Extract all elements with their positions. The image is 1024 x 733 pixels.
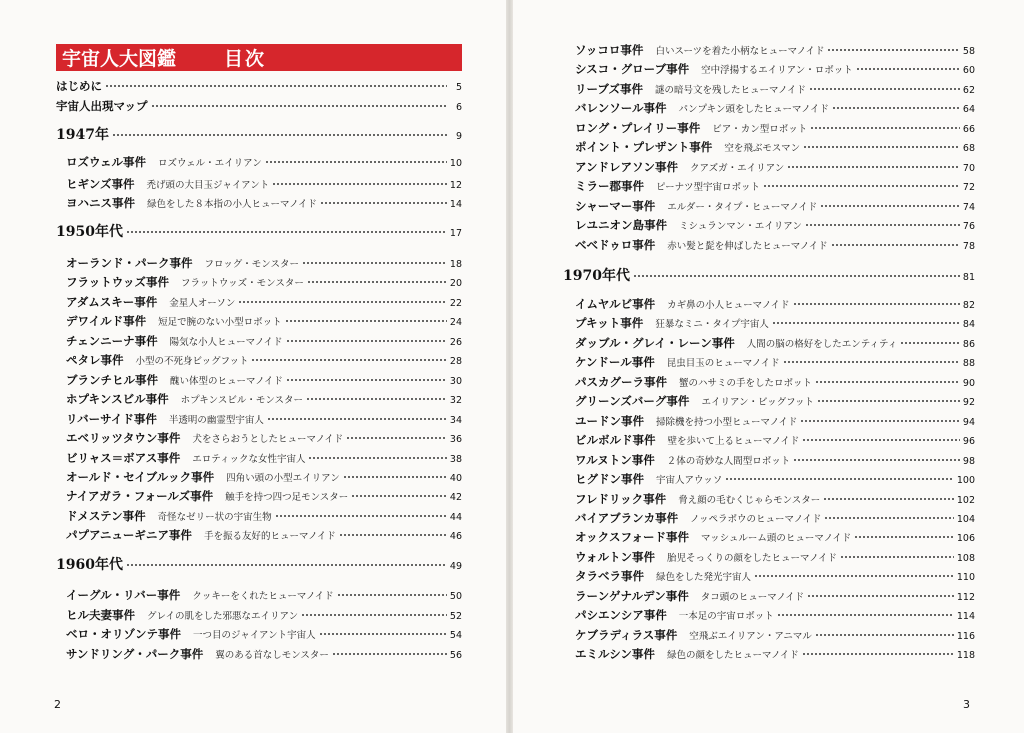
dot-leader xyxy=(763,184,960,189)
case-name: ユードン事件 xyxy=(575,413,644,428)
toc-entry xyxy=(575,528,975,546)
page-ref: 84 xyxy=(962,319,975,331)
dot-leader xyxy=(286,377,447,382)
toc-entry xyxy=(575,548,975,566)
dot-leader xyxy=(725,477,954,482)
page-ref: 5 xyxy=(455,82,462,93)
page-ref: 36 xyxy=(449,434,462,446)
dot-leader xyxy=(840,554,954,559)
toc-entry xyxy=(575,392,975,410)
case-description: ロズウェル・エイリアン xyxy=(158,158,262,169)
case-description: フロッグ・モンスター xyxy=(204,259,300,270)
case-description: 空中浮揚するエイリアン・ロボット xyxy=(701,65,853,77)
toc-entry xyxy=(66,410,462,428)
page-ref: 34 xyxy=(449,414,462,426)
page-ref: 98 xyxy=(962,455,975,467)
dot-leader xyxy=(238,299,447,304)
book-title: 宇宙人大図鑑 xyxy=(62,48,177,70)
page-ref: 20 xyxy=(449,278,462,290)
dot-leader xyxy=(320,201,447,206)
toc-entry xyxy=(575,626,975,644)
page-ref: 26 xyxy=(449,336,462,348)
toc-section-heading xyxy=(563,265,975,287)
page-ref: 56 xyxy=(449,649,462,661)
dot-leader xyxy=(793,457,960,462)
page-ref: 118 xyxy=(956,650,975,662)
case-description: 人間の脳の格好をしたエンティティ xyxy=(746,338,898,350)
case-description: 陽気な小人ヒューマノイド xyxy=(169,336,283,348)
toc-entry xyxy=(66,606,462,624)
page-ref: 74 xyxy=(962,201,975,213)
dot-leader xyxy=(827,48,959,53)
case-description: 昆虫目玉のヒューマノイド xyxy=(666,358,780,370)
dot-leader xyxy=(900,340,960,345)
case-description: 空を飛ぶモスマン xyxy=(724,143,801,155)
case-description: 犬をさらおうとしたヒューマノイド xyxy=(192,434,344,446)
case-description: エロティックな女性宇宙人 xyxy=(192,453,306,465)
toc-entry xyxy=(575,567,975,585)
toc-entry xyxy=(575,431,975,449)
case-name: オックスフォード事件 xyxy=(575,530,689,545)
case-description: ホプキンスビル・モンスター xyxy=(180,395,304,407)
dot-leader xyxy=(810,125,960,130)
case-name: ソッコロ事件 xyxy=(575,43,644,57)
case-name: ケンドール事件 xyxy=(575,355,655,370)
dot-leader xyxy=(856,67,960,72)
case-name: ワルヌトン事件 xyxy=(575,452,655,467)
case-description: 一本足の宇宙ロボット xyxy=(678,611,774,623)
dot-leader xyxy=(105,84,447,89)
dot-leader xyxy=(306,397,447,402)
page-ref: 78 xyxy=(962,240,975,252)
toc-entry xyxy=(575,353,975,371)
page-ref: 62 xyxy=(962,84,975,96)
case-name: ナイアガラ・フォールズ事件 xyxy=(66,489,214,504)
case-name: ベロ・オリゾンテ事件 xyxy=(66,627,181,641)
page-ref: 96 xyxy=(962,436,975,448)
case-name: オールド・セイブルック事件 xyxy=(66,469,215,484)
page-ref: 66 xyxy=(962,123,975,135)
dot-leader xyxy=(251,358,446,363)
dot-leader xyxy=(777,613,954,618)
page-ref: 40 xyxy=(449,472,462,484)
toc-entry xyxy=(66,586,462,604)
page-ref: 112 xyxy=(956,591,975,603)
case-name: ベベドゥロ事件 xyxy=(575,237,656,252)
case-name: リバーサイド事件 xyxy=(66,411,157,426)
dot-leader xyxy=(308,455,446,460)
toc-section-heading xyxy=(56,221,462,243)
case-name: エベリッツタウン事件 xyxy=(66,431,181,446)
toc-entry xyxy=(66,293,462,311)
left-page xyxy=(0,0,506,733)
toc-entry xyxy=(66,332,462,350)
case-description: 奇怪なゼリー状の宇宙生物 xyxy=(157,511,272,523)
case-name: ヒギンズ事件 xyxy=(66,177,135,191)
page-ref: 88 xyxy=(962,358,975,370)
toc-entry xyxy=(575,606,975,624)
page-ref: 68 xyxy=(962,143,975,155)
toc-entry xyxy=(575,177,975,195)
case-description: フラットウッズ・モンスター xyxy=(181,278,304,290)
page-ref: 38 xyxy=(449,453,462,465)
case-name: パシエンシア事件 xyxy=(575,608,667,623)
case-description: 小型の不死身ビッグフット xyxy=(135,356,249,368)
toc-entry xyxy=(56,97,462,115)
dot-leader xyxy=(265,160,447,165)
case-name: ヒグドン事件 xyxy=(575,472,644,487)
toc-entry xyxy=(575,587,975,605)
toc-entry xyxy=(66,312,462,330)
page-ref: 70 xyxy=(962,162,975,174)
toc-entry xyxy=(575,470,975,488)
toc-section-heading xyxy=(56,124,462,146)
page-ref: 60 xyxy=(962,65,975,77)
section-title: 1970年代 xyxy=(563,268,630,284)
page-ref: 100 xyxy=(956,475,975,487)
case-name: パプアニューギニア事件 xyxy=(66,528,192,543)
dot-leader xyxy=(809,86,960,91)
case-description: 緑色をした発光宇宙人 xyxy=(656,572,752,584)
dot-leader xyxy=(817,399,960,404)
dot-leader xyxy=(346,436,447,441)
toc-entry xyxy=(66,175,462,193)
dot-leader xyxy=(803,145,960,150)
dot-leader xyxy=(854,535,954,540)
case-description: 半透明の幽霊型宇宙人 xyxy=(168,414,264,426)
case-description: マッシュルーム頭のヒューマノイド xyxy=(700,533,852,545)
toc-entry xyxy=(66,153,462,171)
toc-entry xyxy=(575,80,975,98)
case-description: 醜い体型のヒューマノイド xyxy=(170,375,283,387)
page-ref: 18 xyxy=(449,259,462,270)
case-description: 翼のある首なしモンスター xyxy=(215,649,329,661)
page-ref: 6 xyxy=(455,102,462,113)
toc-entry xyxy=(66,625,462,643)
case-name: ラーンゲナルデン事件 xyxy=(575,588,689,603)
case-name: ロング・プレイリー事件 xyxy=(575,120,701,135)
case-name: エミルシン事件 xyxy=(575,647,655,662)
case-description: クッキーをくれたヒューマノイド xyxy=(192,591,334,602)
page-ref: 50 xyxy=(449,591,462,602)
page-ref: 94 xyxy=(962,416,975,428)
case-description: 手を振る友好的ヒューマノイド xyxy=(203,531,336,543)
case-description: ノッペラボウのヒューマノイド xyxy=(690,513,822,525)
case-description: 四角い頭の小型エイリアン xyxy=(226,472,340,484)
page-ref: 17 xyxy=(449,228,462,239)
case-description: ピーナツ型宇宙ロボット xyxy=(656,182,761,194)
toc-entry xyxy=(66,507,462,525)
dot-leader xyxy=(112,133,447,138)
case-description: エルダー・タイプ・ヒューマノイド xyxy=(667,201,818,213)
toc-entry xyxy=(575,197,975,215)
book-gutter xyxy=(506,0,513,733)
toc-entry xyxy=(575,314,975,332)
case-name: レユニオン島事件 xyxy=(575,218,667,233)
dot-leader xyxy=(805,223,960,228)
toc-entry xyxy=(575,158,975,176)
case-description: 宇宙人アウッソ xyxy=(656,475,723,487)
dot-leader xyxy=(820,203,960,208)
dot-leader xyxy=(815,632,954,637)
dot-leader xyxy=(307,280,447,285)
page-ref: 110 xyxy=(956,572,975,584)
case-name: デワイルド事件 xyxy=(66,314,147,329)
toc-entry xyxy=(66,449,462,467)
toc-entry xyxy=(66,371,462,389)
case-name: ヒル夫妻事件 xyxy=(66,607,135,622)
toc-entry xyxy=(66,273,462,291)
toc-entry xyxy=(575,412,975,430)
page-ref: 58 xyxy=(962,46,975,57)
dot-leader xyxy=(633,274,960,279)
case-name: イーグル・リバー事件 xyxy=(66,588,181,602)
page-ref: 92 xyxy=(962,397,975,409)
page-ref: 10 xyxy=(449,158,462,169)
case-description: ２体の奇妙な人間型ロボット xyxy=(666,455,791,467)
dot-leader xyxy=(793,302,960,307)
toc-entry xyxy=(66,194,462,212)
case-description: タコ頭のヒューマノイド xyxy=(700,591,805,603)
case-name: ウォルトン事件 xyxy=(575,549,656,564)
toc-entry xyxy=(66,645,462,663)
page-ref: 42 xyxy=(449,492,462,504)
dot-leader xyxy=(800,418,960,423)
page-ref: 52 xyxy=(449,610,462,622)
page-ref: 81 xyxy=(962,272,975,283)
page-number-left: 2 xyxy=(54,698,61,711)
page-ref: 114 xyxy=(956,611,975,623)
case-name: 宇宙人出現マップ xyxy=(56,99,148,113)
toc-entry xyxy=(575,60,975,78)
toc-section-heading xyxy=(56,554,462,576)
toc-title-bar xyxy=(56,44,462,71)
toc-entry xyxy=(575,509,975,527)
case-name: シャーマー事件 xyxy=(575,198,656,213)
page-ref: 54 xyxy=(449,630,462,641)
dot-leader xyxy=(126,230,447,235)
page-ref: 116 xyxy=(956,630,975,642)
dot-leader xyxy=(272,182,447,187)
case-name: ホプキンスビル事件 xyxy=(66,392,169,407)
toc-entry xyxy=(56,77,462,95)
case-name: ダッブル・グレイ・レーン事件 xyxy=(575,335,735,350)
case-name: リーブズ事件 xyxy=(575,81,643,96)
section-title: 1950年代 xyxy=(56,224,123,240)
page-ref: 49 xyxy=(449,561,462,572)
case-description: ビア・カン型ロボット xyxy=(712,123,808,135)
toc-entry xyxy=(575,451,975,469)
case-description: 掃除機を持つ小型ヒューマノイド xyxy=(656,416,798,428)
case-name: ミラー郡事件 xyxy=(575,179,644,194)
case-description: 狂暴なミニ・タイプ宇宙人 xyxy=(655,319,769,331)
page-ref: 90 xyxy=(962,377,975,389)
dot-leader xyxy=(772,321,960,326)
case-description: 白いスーツを着た小柄なヒューマノイド xyxy=(655,46,825,57)
page-ref: 12 xyxy=(449,180,462,191)
case-description: 緑色をした８本指の小人ヒューマノイド xyxy=(147,199,317,210)
dot-leader xyxy=(832,106,960,111)
toc-entry xyxy=(575,99,975,117)
page-ref: 30 xyxy=(449,375,462,387)
case-name: アンドレアソン事件 xyxy=(575,159,679,174)
case-description: 一つ目のジャイアント宇宙人 xyxy=(193,630,316,641)
case-name: ケブラディラス事件 xyxy=(575,627,678,642)
page-ref: 22 xyxy=(449,297,462,309)
dot-leader xyxy=(286,338,447,343)
dot-leader xyxy=(807,593,954,598)
dot-leader xyxy=(815,379,960,384)
page-ref: 14 xyxy=(449,199,462,210)
toc-entry xyxy=(575,645,975,663)
case-description: 触手を持つ四つ足モンスター xyxy=(225,492,349,504)
toc-entry xyxy=(66,254,462,272)
dot-leader xyxy=(302,261,447,266)
dot-leader xyxy=(151,104,447,109)
case-name: フラットウッズ事件 xyxy=(66,275,170,290)
page-ref: 108 xyxy=(956,552,975,564)
case-description: 脅え顔の毛むくじゃらモンスター xyxy=(678,494,821,506)
dot-leader xyxy=(126,563,447,568)
case-description: カギ鼻の小人ヒューマノイド xyxy=(667,300,790,311)
toc-entry xyxy=(575,236,975,254)
dot-leader xyxy=(802,438,960,443)
toc-entry xyxy=(66,351,462,369)
dot-leader xyxy=(275,513,447,518)
case-name: はじめに xyxy=(56,79,102,93)
dot-leader xyxy=(831,242,960,247)
page-ref: 102 xyxy=(956,494,975,506)
case-name: チェンニーナ事件 xyxy=(66,333,158,348)
dot-leader xyxy=(301,612,447,617)
case-name: パスカグーラ事件 xyxy=(575,374,667,389)
dot-leader xyxy=(754,574,954,579)
case-name: ヨハニス事件 xyxy=(66,196,135,210)
page-number-right: 3 xyxy=(963,698,970,711)
case-name: ペタレ事件 xyxy=(66,353,124,368)
case-name: バイアブランカ事件 xyxy=(575,510,679,525)
toc-entry xyxy=(575,41,975,59)
case-description: 金星人オーソン xyxy=(169,297,236,309)
case-description: クアズガ・エイリアン xyxy=(690,162,785,174)
toc-entry xyxy=(575,119,975,137)
toc-entry xyxy=(66,429,462,447)
toc-heading: 目次 xyxy=(224,48,267,70)
dot-leader xyxy=(351,494,447,499)
case-description: 短足で腕のない小型ロボット xyxy=(158,317,282,329)
page-ref: 64 xyxy=(962,104,975,116)
right-page xyxy=(513,0,1024,733)
page-ref: 9 xyxy=(455,131,462,142)
case-description: 緑色の顔をしたヒューマノイド xyxy=(666,650,799,662)
case-description: 蟹のハサミの手をしたロボット xyxy=(679,377,813,389)
case-name: ブランチヒル事件 xyxy=(66,372,158,387)
toc-entry xyxy=(66,526,462,544)
toc-entry xyxy=(575,334,975,352)
case-name: シスコ・グローブ事件 xyxy=(575,62,690,77)
page-ref: 28 xyxy=(449,356,462,368)
dot-leader xyxy=(783,360,960,365)
page-ref: 86 xyxy=(962,338,975,350)
toc-entry xyxy=(66,487,462,505)
case-description: 禿げ頭の大目玉ジャイアント xyxy=(146,180,270,191)
page-ref: 72 xyxy=(962,182,975,194)
dot-leader xyxy=(319,632,447,637)
case-name: イムヤルビ事件 xyxy=(575,297,656,311)
toc-entry xyxy=(575,490,975,508)
toc-entry xyxy=(66,468,462,486)
dot-leader xyxy=(285,319,447,324)
page-ref: 76 xyxy=(962,221,975,233)
dot-leader xyxy=(824,515,954,520)
toc-entry xyxy=(575,216,975,234)
case-name: ビリャス＝ボアス事件 xyxy=(66,450,181,465)
case-name: グリーンズバーグ事件 xyxy=(575,394,690,409)
case-name: サンドリング・パーク事件 xyxy=(66,646,204,661)
case-description: 壁を歩いて上るヒューマノイド xyxy=(667,436,800,448)
page-ref: 46 xyxy=(449,531,462,543)
dot-leader xyxy=(802,652,954,657)
dot-leader xyxy=(332,651,447,656)
case-description: エイリアン・ビッグフット xyxy=(701,397,815,409)
case-description: 胎児そっくりの顔をしたヒューマノイド xyxy=(667,552,837,564)
page-ref: 106 xyxy=(956,533,975,545)
case-description: グレイの肌をした邪悪なエイリアン xyxy=(147,610,299,622)
case-name: ポイント・プレザント事件 xyxy=(575,140,713,155)
dot-leader xyxy=(337,593,447,598)
section-title: 1947年 xyxy=(56,127,109,143)
case-name: フレドリック事件 xyxy=(575,491,667,506)
case-name: タラベラ事件 xyxy=(575,569,644,584)
case-description: ミシュランマン・エイリアン xyxy=(679,221,802,233)
case-description: 赤い髪と髭を伸ばしたヒューマノイド xyxy=(667,240,828,252)
toc-entry xyxy=(575,138,975,156)
page-ref: 32 xyxy=(449,395,462,407)
page-ref: 104 xyxy=(956,513,975,525)
case-description: 空飛ぶエイリアン・アニマル xyxy=(689,630,812,642)
page-ref: 82 xyxy=(962,300,975,311)
dot-leader xyxy=(339,533,447,538)
toc-entry xyxy=(66,390,462,408)
dot-leader xyxy=(823,496,954,501)
case-description: パンプキン頭をしたヒューマノイド xyxy=(678,104,829,116)
toc-entry xyxy=(575,373,975,391)
page-ref: 44 xyxy=(449,511,462,523)
case-name: バレンソール事件 xyxy=(575,101,667,116)
dot-leader xyxy=(787,164,960,169)
dot-leader xyxy=(267,416,447,421)
case-name: ビルボルド事件 xyxy=(575,433,656,448)
case-name: アダムスキー事件 xyxy=(66,294,158,309)
case-name: プキット事件 xyxy=(575,316,644,331)
case-name: オーランド・パーク事件 xyxy=(66,256,193,270)
dot-leader xyxy=(343,474,447,479)
case-description: 謎の暗号文を残したヒューマノイド xyxy=(654,84,806,96)
case-name: ロズウェル事件 xyxy=(66,155,147,169)
section-title: 1960年代 xyxy=(56,557,123,573)
page-ref: 24 xyxy=(449,317,462,329)
toc-entry xyxy=(575,295,975,313)
case-name: ドメステン事件 xyxy=(66,508,146,523)
